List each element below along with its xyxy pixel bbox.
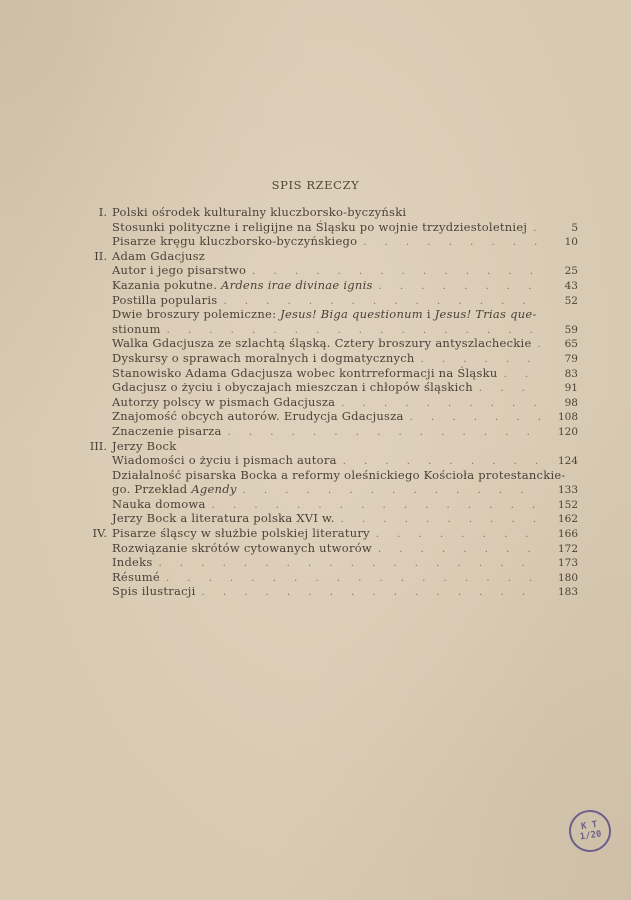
chapter-heading [88,205,578,220]
toc-entry [88,351,578,366]
library-stamp [566,807,613,854]
toc-entry [88,307,578,322]
chapter-title: Pisarze śląscy w służbie polskiej literatury [112,526,370,541]
page-number: 166 [557,528,578,541]
dot-leader [202,586,542,601]
dot-leader [378,543,542,558]
toc-entry [88,395,578,410]
dot-leader [479,382,542,397]
toc-entry-continuation [88,322,578,337]
page-number: 65 [564,338,578,351]
toc-entry [88,453,578,468]
toc-entry [88,570,578,585]
entry-title: Autorzy polscy w pismach Gdacjusza [112,394,336,409]
toc-entry-continuation [88,482,578,497]
entry-title: Dwie broszury polemiczne: Jesus! Biga questionum i Jesus! Trias que- [112,307,537,322]
entry-title: Postilla popularis [112,292,218,307]
toc-entry [88,424,578,439]
dot-leader [228,426,542,441]
toc-entry [88,263,578,278]
toc-entry [88,234,578,249]
page-number: 91 [564,382,578,395]
toc-entry [88,511,578,526]
entry-title: Walka Gdacjusza ze szlachtą śląską. Cztery broszury antyszlacheckie [112,336,532,351]
stamp-line-2: 1/20 [579,829,603,843]
toc-entry [88,278,578,293]
page-number: 120 [557,425,578,438]
toc-entry [88,220,578,235]
chapter-number: I. [98,205,107,219]
page-number: 152 [557,498,578,511]
toc-entry [88,468,578,483]
page-number: 79 [564,352,578,365]
toc-entry [88,336,578,351]
chapter-heading [88,249,578,264]
entry-title: Résumé [112,569,160,584]
entry-title: Jerzy Bock a literatura polska XVI w. [112,511,335,526]
chapter-title: Adam Gdacjusz [112,248,206,263]
page-number: 124 [557,455,578,468]
toc-entry [88,555,578,570]
toc-entry [88,409,578,424]
entry-title: Gdacjusz o życiu i obyczajach mieszczan i chłopów śląskich [112,380,473,395]
page-number: 10 [564,236,578,249]
entry-title: Wiadomości o życiu i pismach autora [112,453,337,468]
page-number: 172 [557,542,578,555]
chapter-number: IV. [92,526,107,541]
toc-entry [88,380,578,395]
dot-leader [363,236,542,251]
page-number: 59 [564,323,578,336]
entry-title: Indeks [112,555,153,570]
page-number: 162 [557,513,578,526]
entry-title: Kazania pokutne. Ardens irae divinae ignis [112,277,373,292]
chapter-heading [88,439,578,454]
page-number: 183 [557,586,578,599]
dot-leader [243,484,542,499]
dot-leader [159,557,543,572]
dot-leader [504,368,542,383]
toc-entry [88,293,578,308]
page-number: 25 [564,265,578,278]
table-of-contents [88,205,578,599]
toc-entry [88,366,578,381]
dot-leader [376,528,542,543]
entry-title: Stosunki polityczne i religijne na Śląsku po wojnie trzydziestoletniej [112,219,528,234]
entry-title: Rozwiązanie skrótów cytowanych utworów [112,540,372,555]
dot-leader [379,280,542,295]
chapter-number: II. [94,248,107,263]
dot-leader [410,411,542,426]
dot-leader [533,222,542,237]
stamp-line-1: K T [580,819,599,833]
dot-leader [341,513,542,528]
chapter-number: III. [89,438,107,453]
toc-entry [88,541,578,556]
toc-entry [88,584,578,599]
page-number: 52 [564,294,578,307]
page-title: SPIS RZECZY [271,178,360,192]
chapter-title: Polski ośrodek kulturalny kluczborsko-byczyński [112,205,407,219]
page-number: 173 [557,557,578,570]
entry-title-continued: stionum [112,321,161,336]
page-number: 83 [564,367,578,380]
page-number: 108 [557,411,578,424]
entry-title-continued: go. Przekład Agendy [112,482,237,497]
page-number: 98 [564,396,578,409]
page-number: 180 [557,571,578,584]
entry-title: Spis ilustracji [112,584,196,599]
entry-title: Znaczenie pisarza [112,423,222,438]
entry-title: Działalność pisarska Bocka a reformy oleśnickiego Kościoła protestanckie- [112,467,566,482]
entry-title: Nauka domowa [112,496,206,511]
dot-leader [538,338,543,353]
chapter-title: Jerzy Bock [112,438,177,453]
entry-title: Znajomość obcych autorów. Erudycja Gdacjusza [112,409,404,424]
chapter-heading [88,526,578,541]
toc-entry [88,497,578,512]
dot-leader [166,572,542,587]
page-number: 5 [571,221,578,234]
entry-title: Autor i jego pisarstwo [112,263,247,278]
entry-title: Dyskursy o sprawach moralnych i dogmatycznych [112,350,415,365]
entry-title: Pisarze kręgu kluczborsko-byczyńskiego [112,234,358,249]
entry-title: Stanowisko Adama Gdacjusza wobec kontrreformacji na Śląsku [112,365,498,380]
page-number: 43 [564,279,578,292]
page-number: 133 [557,484,578,497]
